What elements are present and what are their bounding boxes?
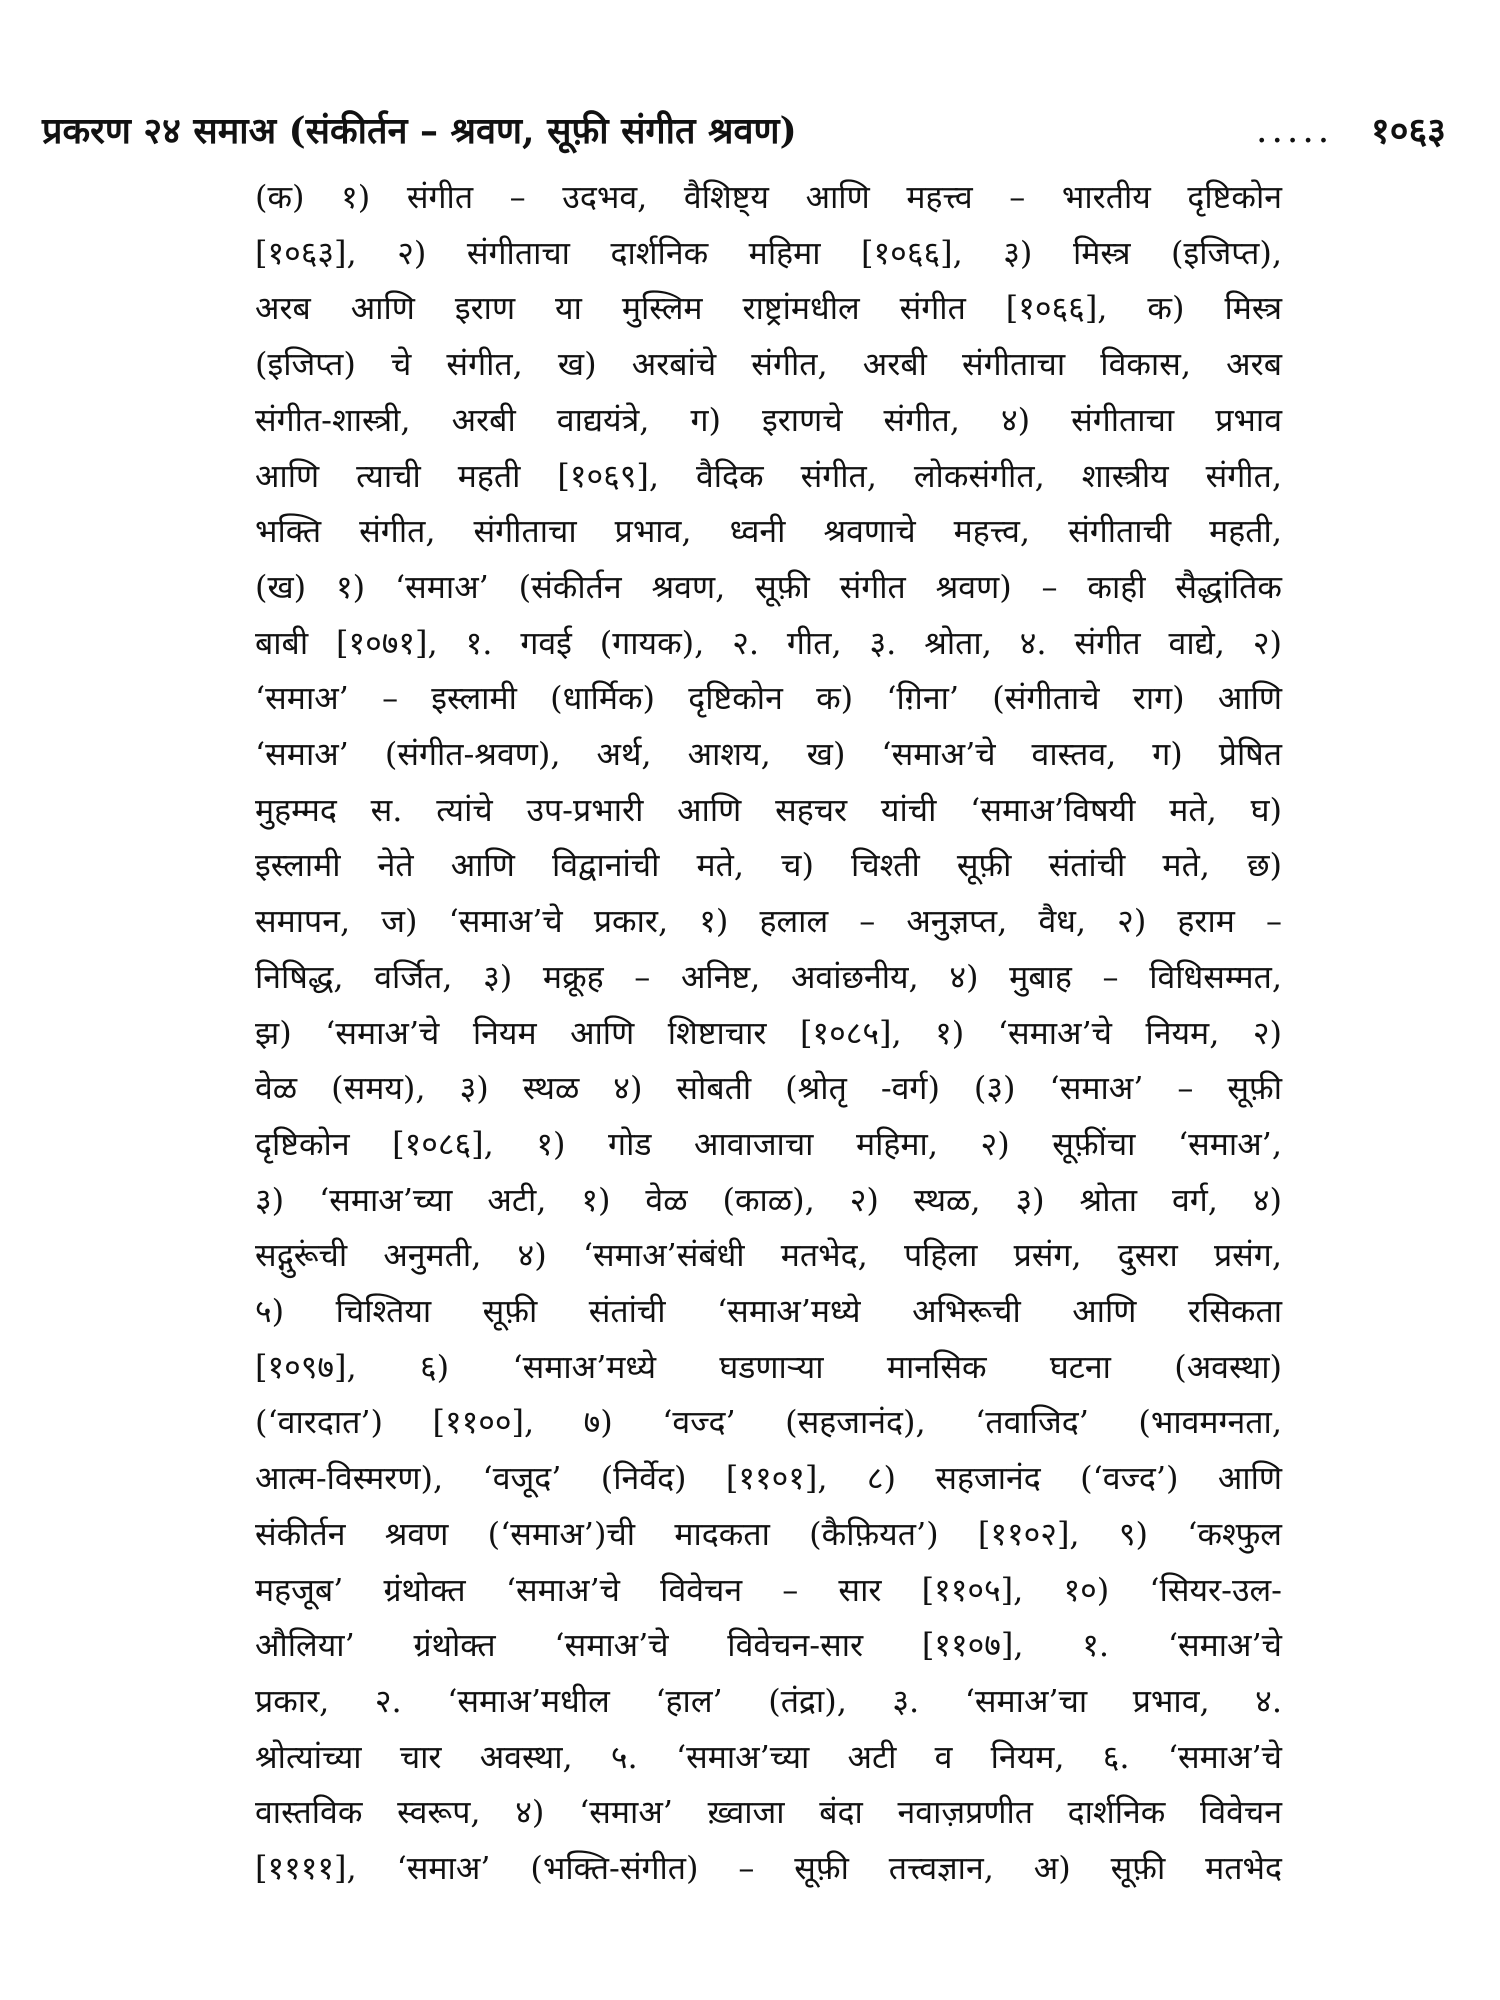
contents-line: ‘समाअ’ – इस्लामी (धार्मिक) दृष्टिकोन क) ‘ग़िना’ (संगीताचे राग) आणि	[255, 679, 1282, 718]
contents-line: संगीत-शास्त्री, अरबी वाद्ययंत्रे, ग) इराणचे संगीत, ४) संगीताचा प्रभाव	[255, 400, 1282, 439]
contents-line: औलिया’ ग्रंथोक्त ‘समाअ’चे विवेचन-सार [११०७], १. ‘समाअ’चे	[255, 1626, 1282, 1665]
contents-line: श्रोत्यांच्या चार अवस्था, ५. ‘समाअ’च्या अटी व नियम, ६. ‘समाअ’चे	[255, 1737, 1282, 1776]
contents-line: इस्लामी नेते आणि विद्वानांची मते, च) चिश्ती सूफ़ी संतांची मते, छ)	[255, 846, 1282, 885]
contents-line: संकीर्तन श्रवण (‘समाअ’)ची मादकता (कैफ़ियत’) [११०२], ९) ‘कश्फुल	[255, 1514, 1282, 1553]
contents-line: दृष्टिकोन [१०८६], १) गोड आवाजाचा महिमा, २) सूफ़ींचा ‘समाअ’,	[255, 1124, 1282, 1163]
contents-line: प्रकार, २. ‘समाअ’मधील ‘हाल’ (तंद्रा), ३. ‘समाअ’चा प्रभाव, ४.	[255, 1681, 1282, 1720]
contents-line: वेळ (समय), ३) स्थळ ४) सोबती (श्रोतृ -वर्ग) (३) ‘समाअ’ – सूफ़ी	[255, 1069, 1282, 1108]
contents-line: झ) ‘समाअ’चे नियम आणि शिष्टाचार [१०८५], १) ‘समाअ’चे नियम, २)	[255, 1013, 1282, 1052]
contents-line: (इजिप्त) चे संगीत, ख) अरबांचे संगीत, अरबी संगीताचा विकास, अरब	[255, 345, 1282, 384]
contents-line: मुहम्मद स. त्यांचे उप-प्रभारी आणि सहचर यांची ‘समाअ’विषयी मते, घ)	[255, 790, 1282, 829]
contents-line: ‘समाअ’ (संगीत-श्रवण), अर्थ, आशय, ख) ‘समाअ’चे वास्तव, ग) प्रेषित	[255, 735, 1282, 774]
contents-line: आत्म-विस्मरण), ‘वजूद’ (निर्वेद) [११०१], ८) सहजानंद (‘वज्द’) आणि	[255, 1459, 1282, 1498]
contents-line: [१०६३], २) संगीताचा दार्शनिक महिमा [१०६६], ३) मिस्त्र (इजिप्त),	[255, 233, 1282, 272]
dot-leader: .....	[1256, 110, 1334, 151]
contents-line: (क) १) संगीत – उदभव, वैशिष्ट्य आणि महत्त्व – भारतीय दृष्टिकोन	[255, 178, 1282, 216]
page-header	[0, 104, 1500, 158]
contents-line: (‘वारदात’) [११००], ७) ‘वज्द’ (सहजानंद), ‘तवाजिद’ (भावमग्नता,	[255, 1403, 1282, 1442]
contents-line: महजूब’ ग्रंथोक्त ‘समाअ’चे विवेचन – सार [११०५], १०) ‘सियर-उल-	[255, 1570, 1282, 1609]
contents-line: सद्गुरूंची अनुमती, ४) ‘समाअ’संबंधी मतभेद, पहिला प्रसंग, दुसरा प्रसंग,	[255, 1236, 1282, 1275]
contents-line: वास्तविक स्वरूप, ४) ‘समाअ’ ख़्वाजा बंदा नवाज़प्रणीत दार्शनिक विवेचन	[255, 1793, 1282, 1832]
contents-line: बाबी [१०७१], १. गवई (गायक), २. गीत, ३. श्रोता, ४. संगीत वाद्ये, २)	[255, 623, 1282, 662]
contents-line: [१०९७], ६) ‘समाअ’मध्ये घडणाऱ्या मानसिक घटना (अवस्था)	[255, 1347, 1282, 1386]
page-number: १०६३	[1371, 110, 1446, 152]
contents-line: निषिद्ध, वर्जित, ३) मक्रूह – अनिष्ट, अवांछनीय, ४) मुबाह – विधिसम्मत,	[255, 957, 1282, 996]
contents-line: ३) ‘समाअ’च्या अटी, १) वेळ (काळ), २) स्थळ, ३) श्रोता वर्ग, ४)	[255, 1180, 1282, 1219]
contents-line: आणि त्याची महती [१०६९], वैदिक संगीत, लोकसंगीत, शास्त्रीय संगीत,	[255, 456, 1282, 495]
contents-line: ५) चिश्तिया सूफ़ी संतांची ‘समाअ’मध्ये अभिरूची आणि रसिकता	[255, 1292, 1282, 1331]
contents-line: अरब आणि इराण या मुस्लिम राष्ट्रांमधील संगीत [१०६६], क) मिस्त्र	[255, 289, 1282, 328]
contents-paragraph	[255, 170, 1282, 1897]
chapter-heading: प्रकरण २४ समाअ (संकीर्तन – श्रवण, सूफ़ी संगीत श्रवण)	[42, 110, 797, 152]
contents-line: भक्ति संगीत, संगीताचा प्रभाव, ध्वनी श्रवणाचे महत्त्व, संगीताची महती,	[255, 512, 1282, 551]
contents-line: (ख) १) ‘समाअ’ (संकीर्तन श्रवण, सूफ़ी संगीत श्रवण) – काही सैद्धांतिक	[255, 567, 1282, 606]
contents-line: [११११], ‘समाअ’ (भक्ति-संगीत) – सूफ़ी तत्त्वज्ञान, अ) सूफ़ी मतभेद	[255, 1849, 1282, 1888]
contents-line: समापन, ज) ‘समाअ’चे प्रकार, १) हलाल – अनुज्ञप्त, वैध, २) हराम –	[255, 902, 1282, 941]
